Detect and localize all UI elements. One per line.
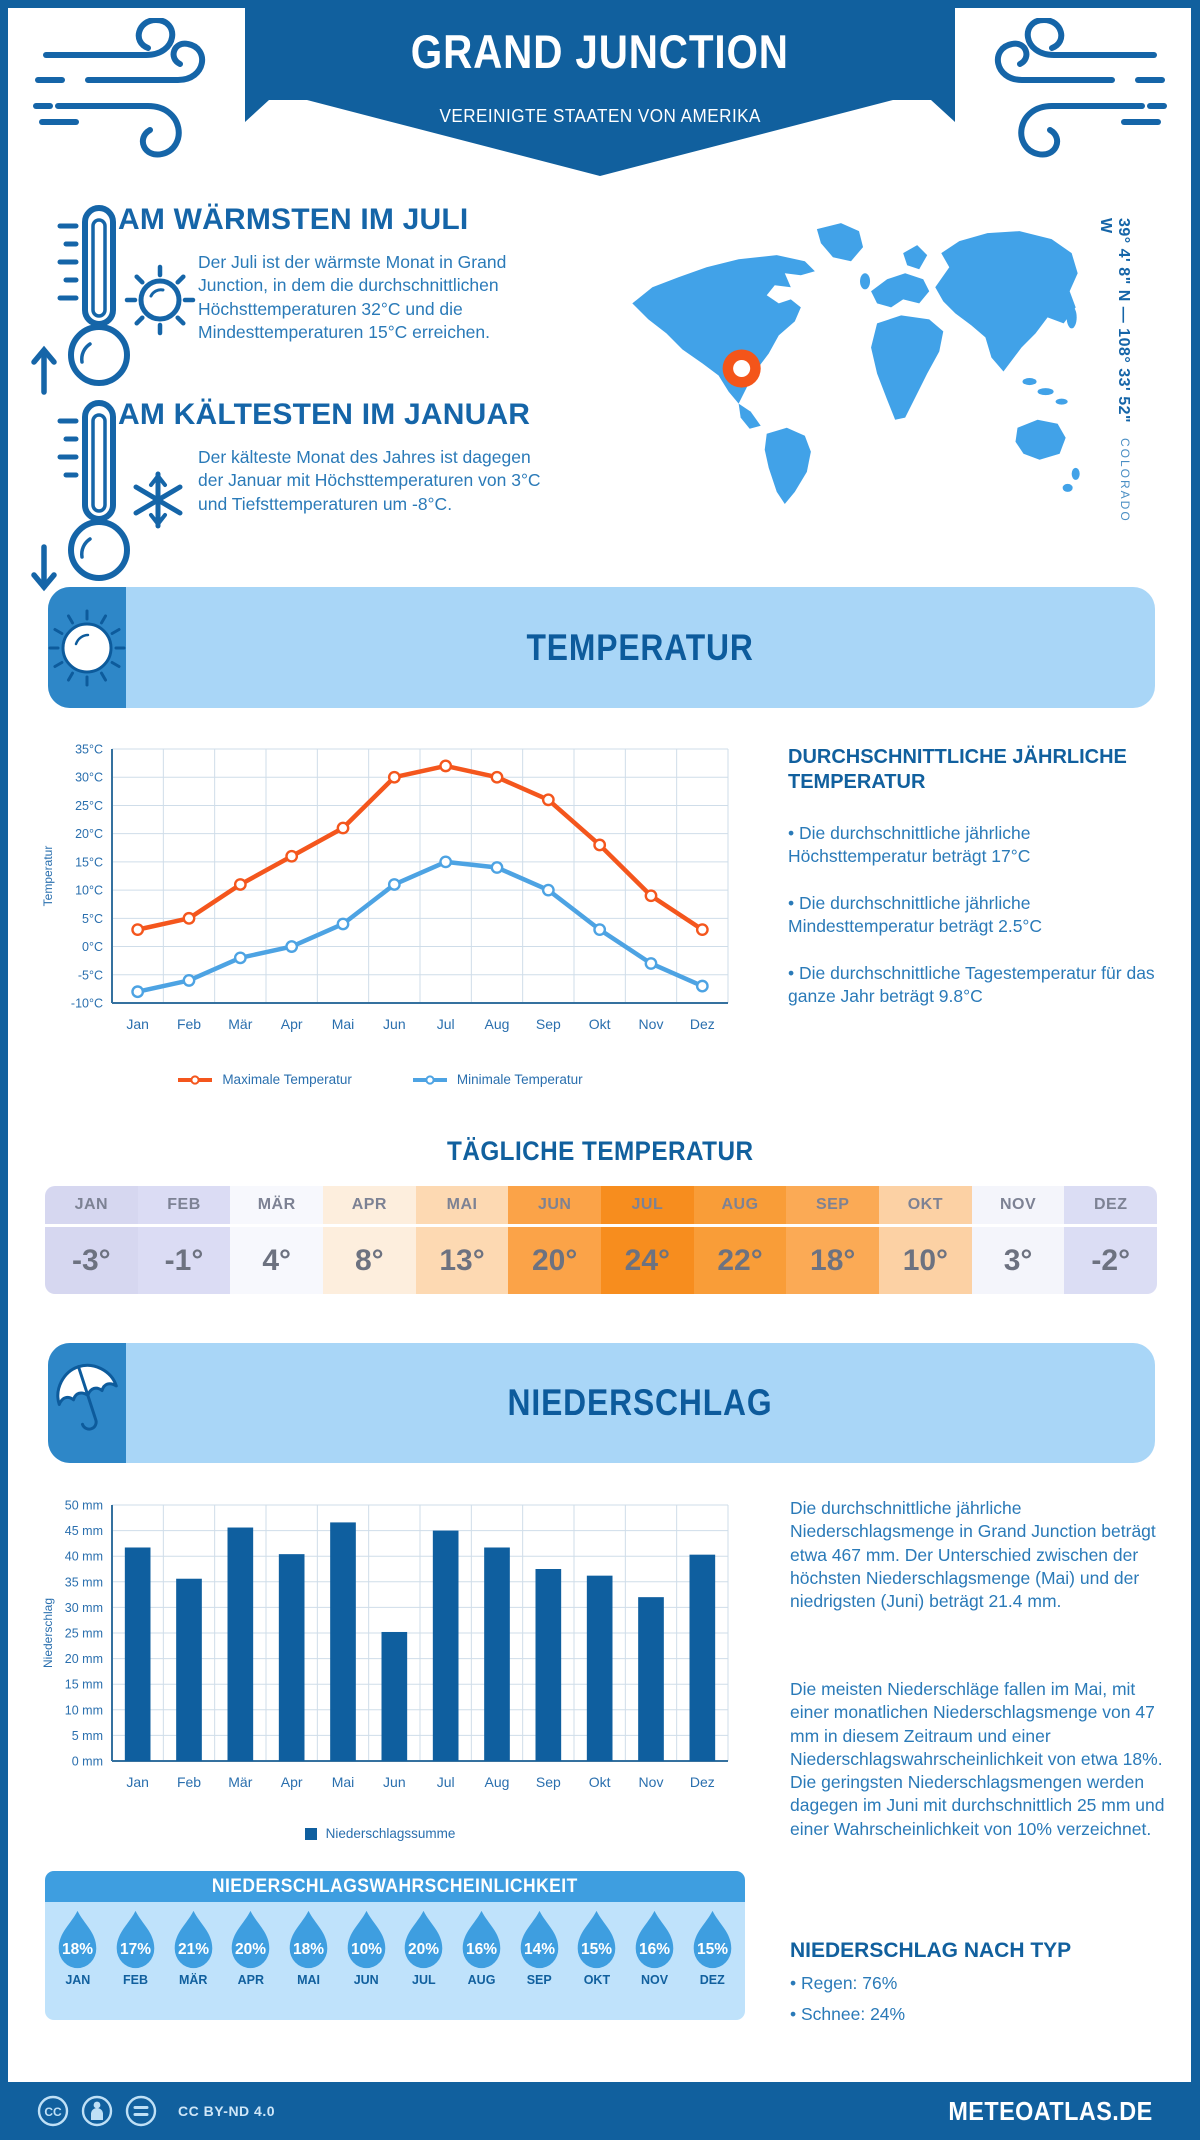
data-point [492,862,502,872]
probability-value: 14% [523,1941,555,1959]
data-point [235,879,245,889]
world-map [618,195,1090,521]
legend-item [305,1826,456,1841]
y-tick-label: 25 mm [64,1626,103,1641]
data-point [697,981,707,991]
annual-temp-bullet: • Die durchschnittliche jährliche Höchsttemperatur beträgt 17°C [788,823,1031,867]
annual-temp-bullets [788,822,1166,1033]
y-tick-label: 20 mm [64,1652,103,1667]
coldest-text: Der kälteste Monat des Jahres ist dagegen der Januar mit Höchsttemperaturen von 3°C und Tiefsttemperaturen um -8°C. [198,447,541,514]
month-label: MÄR [230,1186,323,1227]
x-tick-label: Aug [484,1774,510,1790]
temp-value: 10° [902,1243,949,1277]
daily-temp-cell [138,1186,231,1294]
month-label: NOV [641,1973,669,1987]
temp-value: -2° [1091,1243,1131,1277]
legend-item [412,1072,583,1087]
temp-value: -3° [72,1243,111,1277]
daily-temp-cell [694,1186,787,1294]
legend-swatch [177,1075,213,1085]
bar [176,1579,202,1761]
precip-type-bullets [790,1972,1166,2050]
droplet-icon [170,1909,217,1971]
precip-paragraph-1: Die durchschnittliche jährliche Niederschlagsmenge in Grand Junction beträgt etwa 467 mm. Der Unterschied zwischen der höchsten Niederschlagsmenge (Mai) und der niedrigsten (Juni) beträgt 21.4 mm. [790,1498,1156,1612]
data-point [389,879,399,889]
y-axis-title: Niederschlag [41,1597,55,1669]
warmest-text: Der Juli ist der wärmste Monat in Grand Junction, in dem die durchschnittlichen Höchsttemperaturen 32°C und die Mindesttemperaturen 15°C erreichen. [198,252,507,342]
bar [587,1576,613,1761]
bar [279,1554,305,1761]
probability-cell [164,1902,222,2020]
y-axis-title: Temperatur [41,845,55,907]
temperature-banner-title: TEMPERATUR [526,626,755,668]
droplet-icon [573,1909,620,1971]
data-point [697,924,707,934]
month-label: JUL [412,1973,436,1987]
y-tick-label: 10 mm [64,1703,103,1718]
x-tick-label: Jul [436,1774,455,1790]
legend-swatch [305,1828,317,1840]
legend-label: Maximale Temperatur [222,1072,352,1087]
x-tick-label: Jul [436,1016,455,1032]
warmest-heading: AM WÄRMSTEN IM JULI [118,203,469,236]
sun-ray [112,662,119,666]
y-tick-label: 15°C [75,855,103,870]
temp-value: 8° [355,1243,384,1277]
bar [330,1522,356,1761]
probability-cell [49,1902,107,2020]
y-tick-label: 15 mm [64,1677,103,1692]
month-label: JAN [45,1186,138,1227]
probability-title: NIEDERSCHLAGSWAHRSCHEINLICHKEIT [45,1871,745,1902]
droplet-icon [343,1909,390,1971]
x-tick-label: Apr [280,1774,303,1790]
annual-temp-bullet: • Die durchschnittliche Tagestemperatur für das ganze Jahr beträgt 9.8°C [788,963,1155,1007]
svg-text:CC: CC [44,2105,62,2119]
precip-type-bullet: • Schnee: 24% [790,2004,906,2025]
droplet-icon [458,1909,505,1971]
droplet-icon [400,1909,447,1971]
y-tick-label: 45 mm [64,1524,103,1539]
sun-ray [69,615,73,622]
footer [0,2082,1200,2140]
legend-item [177,1072,352,1087]
sun-ray [112,629,119,633]
x-tick-label: Nov [638,1016,664,1032]
daily-temp-cell [45,1186,138,1294]
bar [433,1531,459,1761]
daily-temp-cell [323,1186,416,1294]
x-tick-label: Dez [689,1016,715,1032]
y-tick-label: 5 mm [71,1728,103,1743]
temp-value: 24° [624,1243,671,1277]
x-tick-label: Nov [638,1774,664,1790]
nd-icon [127,2097,155,2125]
probability-cell [395,1902,453,2020]
data-point [492,772,502,782]
precip-paragraph-2: Die meisten Niederschläge fallen im Mai, mit einer monatlichen Niederschlagsmenge von 47 mm in diesem Zeitraum und einer Niederschlagswahrscheinlichkeit von etwa 18%. Die geringsten Niederschlagsmengen werden dagegen im Juni mit durchschnittlich 25 mm und einer Wahrscheinlichkeit von 10% verzeichnet. [790,1679,1165,1839]
probability-cell [107,1902,165,2020]
probability-droplets [45,1902,745,2020]
month-label: FEB [123,1973,148,1987]
probability-cell [222,1902,280,2020]
probability-cell [280,1902,338,2020]
probability-cell [510,1902,568,2020]
sun-ray [102,615,106,622]
annual-temp-bullet: • Die durchschnittliche jährliche Mindesttemperatur beträgt 2.5°C [788,893,1043,937]
y-tick-label: 0°C [82,940,103,955]
temp-value: 13° [439,1243,485,1277]
y-tick-label: -10°C [70,996,103,1011]
license-label: CC BY-ND 4.0 [178,2103,276,2119]
droplet-icon [689,1909,736,1971]
y-tick-label: 30°C [75,770,103,785]
data-point [338,919,348,929]
probability-cell [337,1902,395,2020]
daily-temp-cell [416,1186,509,1294]
month-label: OKT [583,1973,611,1987]
sun-icon [48,587,126,708]
daily-temp-cell [230,1186,323,1294]
probability-cell [568,1902,626,2020]
region-label: COLORADO [1118,438,1132,523]
data-point [235,953,245,963]
temperature-banner [48,587,1155,708]
data-point [286,941,296,951]
legend-label: Niederschlagssumme [325,1826,456,1841]
annual-temp-heading: DURCHSCHNITTLICHE JÄHRLICHE TEMPERATUR [788,746,1127,793]
y-tick-label: -5°C [77,968,103,983]
probability-cell [683,1902,741,2020]
x-tick-label: Dez [689,1774,715,1790]
legend-label: Minimale Temperatur [456,1072,583,1087]
site-brand: METEOATLAS.DE [948,2095,1153,2126]
page-border-left [0,0,8,2140]
data-point [543,885,553,895]
bar-chart-legend [60,1826,700,1841]
droplet-icon [516,1909,563,1971]
y-tick-label: 0 mm [71,1754,103,1769]
probability-value: 21% [177,1941,209,1959]
line-chart-legend [60,1072,700,1087]
sun-ray [55,629,62,633]
data-point [132,987,142,997]
probability-cell [626,1902,684,2020]
daily-temp-cell [508,1186,601,1294]
month-label: AUG [467,1973,496,1987]
page-border-right [1191,0,1200,2140]
sun-ray [102,673,106,680]
umbrella-icon [48,1343,126,1463]
legend-swatch [412,1075,448,1085]
month-label: SEP [526,1973,552,1987]
page-border-top [0,0,1200,8]
x-tick-label: Jan [126,1774,149,1790]
x-tick-label: Sep [535,1016,561,1032]
bar [690,1555,716,1761]
data-point [646,958,656,968]
data-point [440,857,450,867]
x-tick-label: Feb [176,1774,202,1790]
data-point [184,913,194,923]
temp-value: 4° [262,1243,292,1277]
temp-value: 3° [1003,1243,1033,1277]
temp-value: -1° [164,1243,204,1277]
month-label: FEB [138,1186,231,1227]
droplet-icon [227,1909,274,1971]
x-tick-label: Mär [228,1016,253,1032]
daily-temperature-table [45,1186,1157,1294]
y-tick-label: 40 mm [64,1549,103,1564]
bar [125,1547,151,1761]
x-tick-label: Mai [331,1016,355,1032]
temp-value: 22° [717,1243,763,1277]
probability-value: 15% [696,1941,728,1959]
y-tick-label: 50 mm [64,1498,103,1513]
bar [536,1569,562,1761]
month-label: APR [237,1973,265,1987]
data-point [594,924,604,934]
month-label: JUN [353,1973,379,1987]
daily-temp-cell [879,1186,972,1294]
temp-value: 18° [810,1243,856,1277]
month-label: JUL [601,1186,694,1227]
coordinates-block [1096,218,1132,523]
data-point [338,823,348,833]
probability-value: 15% [581,1941,613,1959]
temp-value: 20° [532,1243,578,1277]
y-tick-label: 35°C [75,742,103,757]
month-label: SEP [786,1186,879,1227]
month-label: JAN [65,1973,91,1987]
data-point [184,975,194,985]
droplet-icon [112,1909,159,1971]
month-label: DEZ [699,1973,725,1987]
y-tick-label: 20°C [75,827,103,842]
x-tick-label: Aug [484,1016,510,1032]
x-tick-label: Okt [588,1016,611,1032]
sun-ray [69,673,73,680]
precip-type-heading: NIEDERSCHLAG NACH TYP [790,1939,1072,1962]
coldest-heading: AM KÄLTESTEN IM JANUAR [118,398,531,431]
precipitation-bar-chart [38,1491,738,1809]
bar [228,1528,254,1761]
cc-license-icons [36,2093,164,2129]
data-point [543,795,553,805]
droplet-icon [631,1909,678,1971]
x-tick-label: Jun [383,1016,406,1032]
daily-temp-heading: TÄGLICHE TEMPERATUR [446,1136,754,1166]
coordinates-text: 39° 4' 8" N — 108° 33' 52" W [1097,218,1132,424]
probability-value: 20% [408,1941,440,1959]
probability-value: 20% [235,1941,267,1959]
probability-value: 18% [293,1941,325,1959]
data-point [132,924,142,934]
y-tick-label: 5°C [82,911,103,926]
month-label: JUN [508,1186,601,1227]
probability-value: 17% [119,1941,152,1959]
data-point [440,761,450,771]
page-subtitle: VEREINIGTE STAATEN VON AMERIKA [439,106,761,126]
probability-value: 16% [466,1941,498,1959]
probability-value: 10% [350,1941,382,1959]
bar [484,1547,510,1761]
x-tick-label: Mai [331,1774,355,1790]
data-point [646,891,656,901]
month-label: AUG [694,1186,787,1227]
bar [382,1632,408,1761]
month-label: OKT [879,1186,972,1227]
temperature-line-chart [38,733,738,1051]
daily-temp-cell [786,1186,879,1294]
x-tick-label: Apr [280,1016,303,1032]
month-label: DEZ [1064,1186,1157,1227]
data-point [594,840,604,850]
x-tick-label: Okt [588,1774,611,1790]
daily-temp-cell [1064,1186,1157,1294]
probability-cell [453,1902,511,2020]
month-label: MAI [416,1186,509,1227]
month-label: APR [323,1186,416,1227]
x-tick-label: Mär [228,1774,253,1790]
x-tick-label: Feb [176,1016,202,1032]
y-tick-label: 10°C [75,883,103,898]
droplet-icon [285,1909,332,1971]
y-tick-label: 25°C [75,798,103,813]
data-point [389,772,399,782]
daily-temp-cell [972,1186,1065,1294]
month-label: MÄR [178,1973,208,1987]
bar [638,1597,664,1761]
x-tick-label: Jan [126,1016,149,1032]
probability-value: 18% [62,1941,94,1959]
daily-temp-cell [601,1186,694,1294]
month-label: MAI [297,1973,320,1987]
precipitation-banner [48,1343,1155,1463]
x-tick-label: Jun [383,1774,406,1790]
precip-type-bullet: • Regen: 76% [790,1973,898,1993]
x-tick-label: Sep [535,1774,561,1790]
data-point [286,851,296,861]
probability-panel [45,1871,745,2020]
y-tick-label: 30 mm [64,1600,103,1615]
y-tick-label: 35 mm [64,1575,103,1590]
month-label: NOV [972,1186,1065,1227]
sun-ray [55,662,62,666]
page-title: GRAND JUNCTION [410,25,790,78]
probability-value: 16% [639,1941,671,1959]
droplet-icon [54,1909,101,1971]
precipitation-banner-title: NIEDERSCHLAG [508,1382,773,1423]
